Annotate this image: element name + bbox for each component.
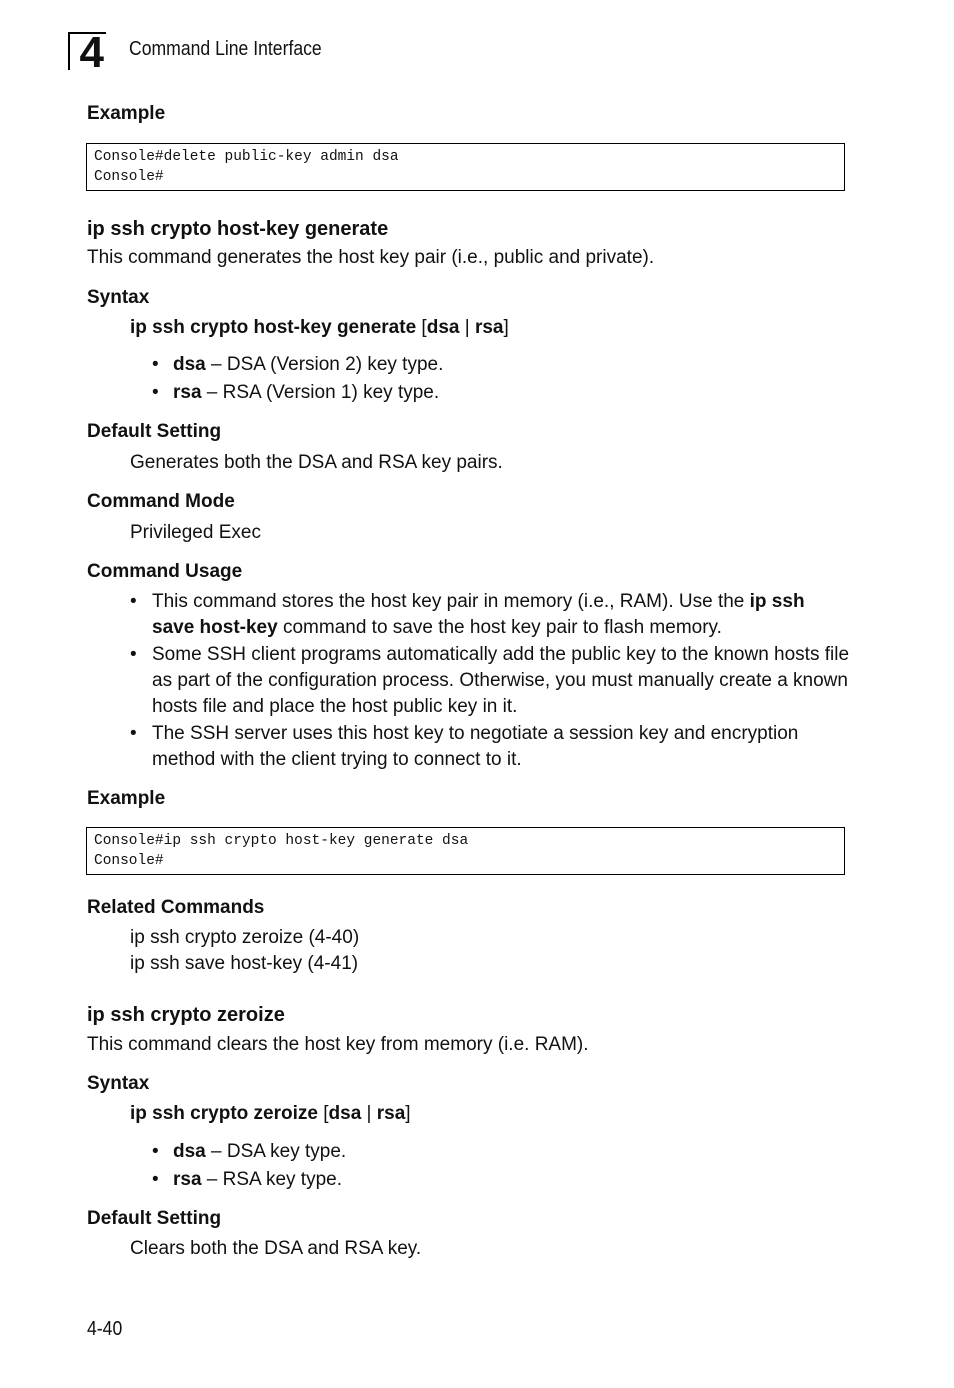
example-heading-generate: Example (87, 788, 166, 809)
param-item (152, 382, 439, 404)
usage-item (130, 642, 850, 720)
usage-command-ref: ip ssh save host-key (152, 591, 805, 638)
param-name: rsa (173, 382, 202, 403)
syntax-option-rsa: rsa (376, 1103, 406, 1124)
default-heading-zeroize: Default Setting (87, 1208, 222, 1229)
related-command: ip ssh save host-key (4-41) (130, 953, 359, 974)
bullet-icon: • (152, 1141, 159, 1162)
syntax-line-zeroize (130, 1103, 411, 1125)
param-desc: – RSA key type. (201, 1169, 342, 1190)
syntax-heading-generate: Syntax (87, 287, 150, 308)
syntax-option-dsa: dsa (328, 1103, 362, 1124)
bullet-icon: • (130, 591, 137, 612)
usage-item (130, 721, 850, 773)
usage-heading-generate: Command Usage (87, 561, 243, 582)
mode-text-generate: Privileged Exec (130, 522, 261, 543)
param-name: rsa (173, 1169, 202, 1190)
syntax-option-rsa: rsa (474, 317, 504, 338)
syntax-bracket-open: [ (416, 317, 427, 338)
param-name: dsa (173, 1141, 206, 1162)
syntax-command: ip ssh crypto zeroize (130, 1103, 318, 1124)
mode-heading-generate: Command Mode (87, 491, 235, 512)
bullet-icon: • (152, 354, 159, 375)
bullet-icon: • (152, 382, 159, 403)
syntax-bracket-close: ] (503, 317, 509, 338)
default-text-zeroize: Clears both the DSA and RSA key. (130, 1238, 422, 1259)
usage-text: This command stores the host key pair in memory (i.e., RAM). Use the (152, 591, 750, 612)
example-code-prev: Console#delete public-key admin dsa Console# (86, 143, 845, 191)
default-heading-generate: Default Setting (87, 421, 222, 442)
usage-text: The SSH server uses this host key to negotiate a session key and encryption method with the client trying to connect to it. (152, 723, 799, 770)
syntax-bracket-close: ] (405, 1103, 411, 1124)
param-name: dsa (173, 354, 206, 375)
syntax-separator: | (459, 317, 475, 338)
syntax-bracket-open: [ (317, 1103, 329, 1124)
command-title-zeroize: ip ssh crypto zeroize (87, 1004, 285, 1026)
bullet-icon: • (130, 644, 137, 665)
chapter-number: 4 (68, 32, 106, 70)
syntax-option-dsa: dsa (426, 317, 460, 338)
usage-text: command to save the host key pair to flash memory. (277, 617, 722, 638)
param-item (152, 354, 443, 376)
bullet-icon: • (130, 723, 137, 744)
command-description-zeroize: This command clears the host key from memory (i.e. RAM). (87, 1034, 589, 1055)
related-command: ip ssh crypto zeroize (4-40) (130, 927, 360, 948)
usage-text: Some SSH client programs automatically add the public key to the known hosts file as part of the configuration process. Otherwise, you must manually create a known hosts file and place the host public key in it. (152, 644, 850, 717)
bullet-icon: • (152, 1169, 159, 1190)
command-title-generate: ip ssh crypto host-key generate (87, 218, 389, 240)
running-title: Command Line Interface (129, 38, 322, 60)
param-desc: – DSA key type. (205, 1141, 347, 1162)
example-heading-prev: Example (87, 103, 166, 124)
example-code-generate: Console#ip ssh crypto host-key generate dsa Console# (86, 827, 845, 875)
command-description-generate: This command generates the host key pair (i.e., public and private). (87, 247, 655, 268)
param-desc: – RSA (Version 1) key type. (201, 382, 440, 403)
syntax-command: ip ssh crypto host-key generate (130, 317, 417, 338)
default-text-generate: Generates both the DSA and RSA key pairs. (130, 452, 503, 473)
syntax-separator: | (361, 1103, 377, 1124)
param-item (152, 1141, 346, 1163)
syntax-line-generate (130, 317, 509, 339)
param-item (152, 1169, 342, 1191)
param-desc: – DSA (Version 2) key type. (205, 354, 444, 375)
related-heading-generate: Related Commands (87, 897, 265, 918)
usage-item (130, 589, 850, 641)
syntax-heading-zeroize: Syntax (87, 1073, 150, 1094)
page-number: 4-40 (87, 1318, 123, 1340)
